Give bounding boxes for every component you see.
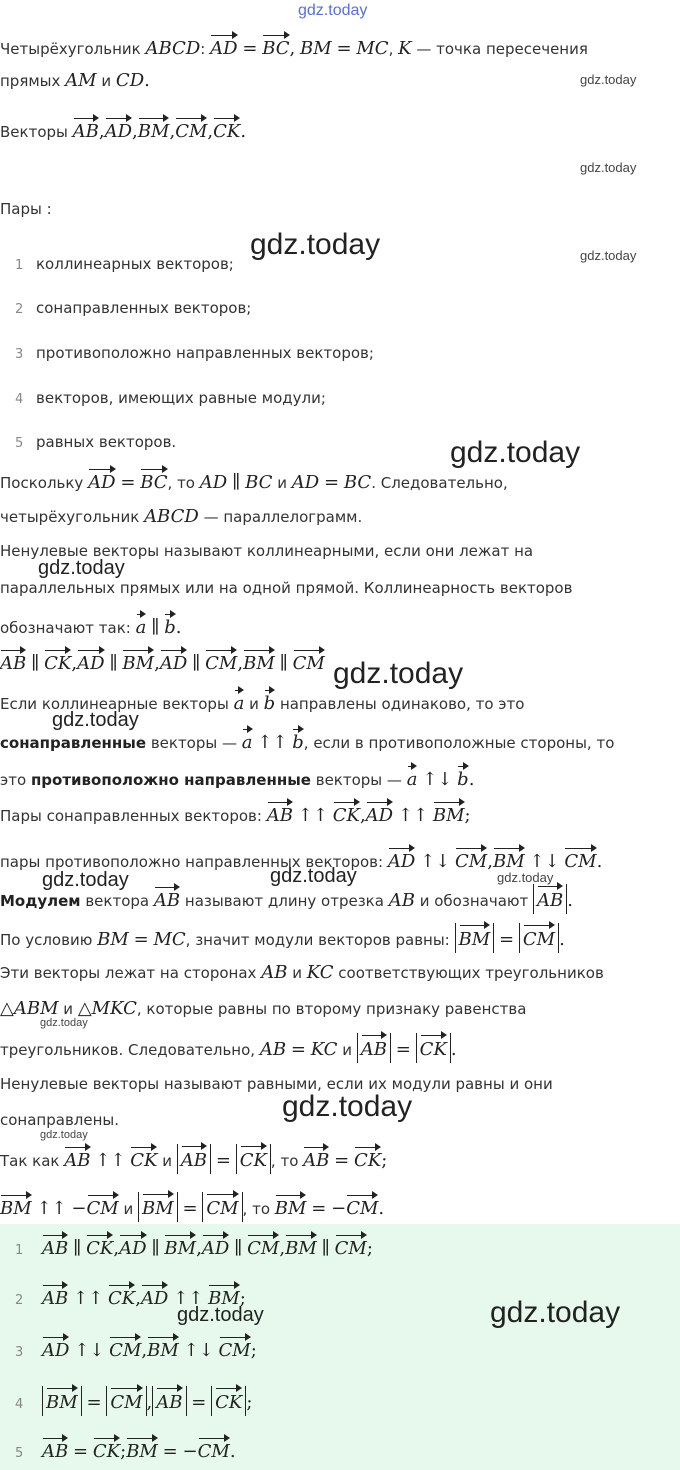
solution-line-12: Модулем вектора AB называют длину отрезка AB и обозначают AB . [0,884,573,914]
text: соответствующих треугольников [338,964,604,982]
task-vectors-line: Векторы AB,AD,BM,CM,CK. [0,116,246,144]
text: и [277,474,287,492]
watermark: gdz.today [580,248,637,263]
watermark: gdz.today [52,709,139,731]
text: : [200,40,206,58]
solution-line-15: △ABM и △MKC, которые равны по второму признаку равенства [0,998,527,1019]
text: Эти векторы лежат на сторонах [0,964,257,982]
text: направлены одинаково, то это [279,695,525,713]
item-text: векторов, имеющих равные модули; [36,389,326,407]
math: ABCD [145,38,201,59]
vector-ad: AD [210,33,237,61]
answer-block [0,1224,680,1470]
vector-bc: BC [262,33,289,61]
text: , то [242,1200,270,1218]
task-item-1 [0,252,234,278]
text: Так как [0,1152,60,1170]
solution-line-14: Эти векторы лежат на сторонах AB и KC соответствующих треугольников [0,962,604,983]
solution-line-18 [0,1108,119,1132]
text: и [249,695,259,713]
watermark: gdz.today [490,1296,621,1329]
task-item-3 [0,341,374,367]
text: , [388,40,394,58]
text: пары противоположно направленных векторов: [0,853,384,871]
answer-item-5: 5 AB = CK;BM = −CM. [0,1436,236,1466]
text: По условию [0,931,93,949]
text: Четырёхугольник [0,40,141,58]
answer-number: 4 [15,1397,24,1412]
text: и [123,1200,134,1218]
item-number: 3 [15,347,24,362]
text: векторы — [315,771,402,789]
solution-line-17 [0,1072,553,1096]
text: и [101,72,112,90]
item-number: 2 [15,302,24,317]
bold-term: противоположно направленные [30,771,311,789]
text: и [292,964,302,982]
answer-item-2: 2 AB ↑↑ CK,AD ↑↑ BM; [0,1283,246,1313]
task-line-2: прямых AM и CD. [0,70,150,91]
text: , то [167,474,195,492]
answer-item-4: 4 BM = CM , AB = CK ; [0,1386,252,1417]
text: , которые равны по второму признаку равенства [136,1000,527,1018]
solution-line-2: четырёхугольник ABCD — параллелограмм. [0,506,363,527]
text: и обозначают [419,892,529,910]
text: сонаправлены. [0,1111,120,1129]
answer-number: 3 [15,1345,24,1360]
bold-term: Модулем [0,892,81,910]
answer-item-3: 3 AD ↑↓ CM,BM ↑↓ CM; [0,1335,257,1365]
text: Пары : [0,200,52,218]
text: и [162,1152,173,1170]
text: Поскольку [0,474,84,492]
watermark: gdz.today [38,557,125,579]
text: — параллелограмм. [203,508,363,526]
item-text: противоположно направленных векторов; [36,344,374,362]
answer-number: 5 [15,1446,24,1461]
solution-line-13: По условию BM = MC, значит модули векторов равны: BM = CM . [0,923,565,953]
task-item-5 [0,430,176,456]
watermark: gdz.today [42,869,129,891]
bold-term: сонаправленные [0,734,147,752]
text: треугольников. Следовательно, [0,1041,256,1059]
solution-line-10: Пары сонаправленных векторов: AB ↑↑ CK,AD ↑↑ BM; [0,800,471,828]
solution-line-1: Поскольку AD = BC, то AD ∥ BC и AD = BC. Следовательно, [0,467,508,495]
text: . Следовательно, [371,474,508,492]
text: , если в противоположные стороны, то [303,734,615,752]
text: — точка пересечения [416,40,588,58]
task-item-2 [0,296,251,322]
text: Если коллинеарные векторы [0,695,229,713]
task-item-4 [0,386,326,412]
solution-line-3 [0,539,533,563]
solution-line-4 [0,576,572,600]
answer-item-1: 1 AB ∥ CK,AD ∥ BM,AD ∥ CM,BM ∥ CM; [0,1233,373,1263]
solution-line-7: Если коллинеарные векторы a и b направлены одинаково, то это [0,688,524,716]
text: , то [270,1152,299,1170]
text: и [342,1041,352,1059]
solution-line-20: BM ↑↑ −CM и BM = CM , то BM = −CM. [0,1192,384,1222]
answer-number: 2 [15,1293,24,1308]
solution-line-16: треугольников. Следовательно, AB = KC и AB = CK . [0,1033,457,1063]
answer-number: 1 [15,1243,24,1258]
watermark: gdz.today [250,228,381,261]
text: параллельных прямых или на одной прямой. Коллинеарность векторов [0,579,573,597]
watermark: gdz.today [270,865,357,887]
item-number: 1 [15,258,24,273]
text: Пары сонаправленных векторов: [0,807,262,825]
text: векторы — [150,734,237,752]
watermark: gdz.today [177,1304,264,1326]
text: прямых [0,72,61,90]
watermark: gdz.today [282,1090,413,1123]
solution-line-9: это противоположно направленные векторы — a ↑↓ b. [0,764,474,792]
watermark: gdz.today [40,1017,88,1029]
solution-line-6: AB ∥ CK,AD ∥ BM,AD ∥ CM,BM ∥ CM [0,648,325,676]
solution-line-5: обозначают так: a ∥ b. [0,612,181,640]
text: обозначают так: [0,619,131,637]
text: , значит модули векторов равны: [185,931,450,949]
solution-line-11: пары противоположно направленных векторов: AD ↑↓ CM,BM ↑↓ CM. [0,846,602,874]
watermark: gdz.today [580,72,637,87]
text: и [63,1000,74,1018]
task-line-1: Четырёхугольник ABCD: AD = BC, BM = MC, K — точка пересечения [0,33,588,61]
watermark-top: gdz.today [298,2,368,19]
watermark: gdz.today [497,870,554,885]
solution-line-8: сонаправленные векторы — a ↑↑ b, если в противоположные стороны, то [0,727,614,755]
text: Векторы [0,123,68,141]
solution-line-19: Так как AB ↑↑ CK и AB = CK , то AB = CK; [0,1144,387,1174]
watermark: gdz.today [40,1129,88,1141]
pairs-label [0,197,52,221]
item-text: сонаправленных векторов; [36,299,252,317]
item-text: коллинеарных векторов; [36,255,234,273]
watermark: gdz.today [580,160,637,175]
item-text: равных векторов. [36,433,177,451]
watermark: gdz.today [450,436,581,469]
watermark: gdz.today [333,657,464,690]
text: четырёхугольник [0,508,140,526]
item-number: 5 [15,436,24,451]
text: называют длину отрезка [184,892,384,910]
text: это [0,771,27,789]
text: Ненулевые векторы называют равными, если их модули равны и они [0,1075,553,1093]
text: Ненулевые векторы называют коллинеарными, если они лежат на [0,542,534,560]
item-number: 4 [15,392,24,407]
text: вектора [85,892,150,910]
